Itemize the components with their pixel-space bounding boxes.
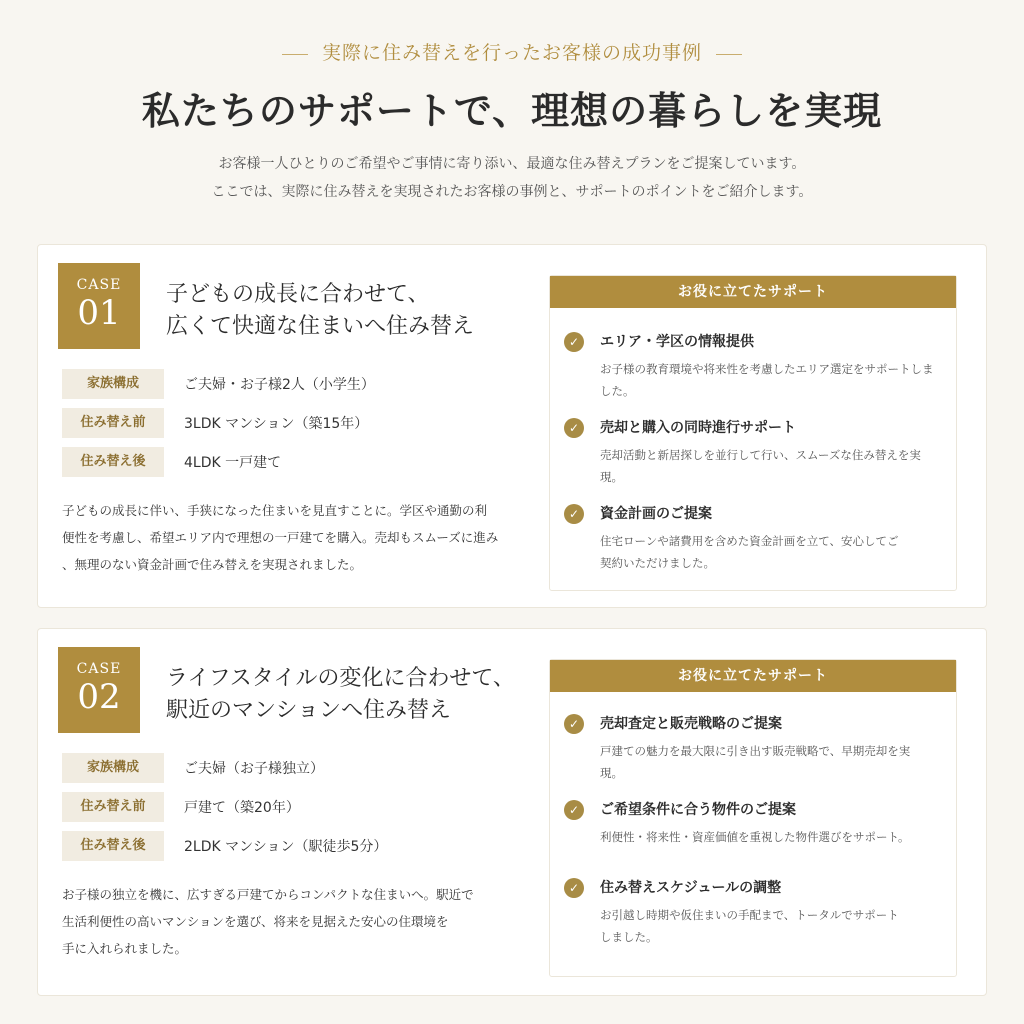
fact-key: 家族構成 [62,753,164,783]
case-number: 01 [77,293,121,333]
case-card-01 [37,244,987,608]
case-badge [58,647,140,733]
check-circle-icon: ✓ [564,714,584,734]
fact-row [62,753,387,783]
case-label: CASE [76,661,122,677]
fact-row [62,369,375,399]
fact-key: 家族構成 [62,369,164,399]
check-circle-icon: ✓ [564,800,584,820]
support-item-desc [600,904,942,948]
check-circle-icon: ✓ [564,332,584,352]
support-heading: お役に立てたサポート [550,660,956,692]
check-circle-icon: ✓ [564,878,584,898]
case-facts [62,369,375,486]
case-title-line: 広くて快適な住まいへ住み替え [166,314,475,339]
case-label: CASE [76,277,122,293]
check-circle-icon: ✓ [564,418,584,438]
support-panel [549,275,957,591]
case-title [166,279,546,343]
page-title: 私たちのサポートで、理想の暮らしを実現 [141,88,883,133]
support-item-desc [600,826,942,848]
description-line: 子どもの成長に伴い、手狭になった住まいを見直すことに。学区や通勤の利 [62,503,488,518]
fact-row [62,447,375,477]
support-item [550,332,956,402]
fact-value: ご夫婦・お子様2人（小学生） [184,377,375,393]
support-item-title: エリア・学区の情報提供 [600,334,754,350]
support-desc-line: 売却活動と新居探しを並行して行い、スムーズな住み替えを実 [600,448,921,462]
description-line: お子様の独立を機に、広すぎる戸建てからコンパクトな住まいへ。駅近で [62,887,474,902]
section-eyebrow [0,38,1024,65]
support-desc-line: 戸建ての魅力を最大限に引き出す販売戦略で、早期売却を実 [600,744,911,758]
support-item [550,800,956,848]
fact-key: 住み替え後 [62,447,164,477]
support-desc-line: 利便性・将来性・資産価値を重視した物件選びをサポート。 [600,830,910,844]
fact-value: 戸建て（築20年） [184,800,300,816]
fact-row [62,792,387,822]
fact-key: 住み替え前 [62,792,164,822]
support-item-title: ご希望条件に合う物件のご提案 [600,802,796,818]
support-desc-line: 契約いただけました。 [600,556,715,570]
support-desc-line: 現。 [600,470,623,484]
fact-row [62,408,375,438]
support-desc-line: 住宅ローンや諸費用を含めた資金計画を立て、安心してご [600,534,899,548]
description-line: 手に入れられました。 [62,941,188,956]
description-line: 便性を考慮し、希望エリア内で理想の一戸建てを購入。売却もスムーズに進み [62,530,499,545]
support-item [550,504,956,574]
support-item-desc [600,530,942,574]
fact-value: 3LDK マンション（築15年） [184,416,369,432]
fact-key: 住み替え後 [62,831,164,861]
fact-value: ご夫婦（お子様独立） [184,761,324,777]
fact-value: 4LDK 一戸建て [184,455,282,471]
support-desc-line: 現。 [600,766,623,780]
support-item [550,418,956,488]
fact-key: 住み替え前 [62,408,164,438]
support-item-desc [600,358,942,402]
support-item-title: 売却と購入の同時進行サポート [600,420,796,436]
support-desc-line: した。 [600,384,635,398]
check-circle-icon: ✓ [564,504,584,524]
support-item [550,878,956,948]
case-facts [62,753,387,870]
case-number: 02 [77,677,121,717]
intro-line: お客様一人ひとりのご希望やご事情に寄り添い、最適な住み替えプランをご提案しています。 [218,156,806,172]
support-desc-line: しました。 [600,930,658,944]
fact-value: 2LDK マンション（駅徒歩5分） [184,839,388,855]
eyebrow-dash-left [282,54,308,55]
intro-line: ここでは、実際に住み替えを実現されたお客様の事例と、サポートのポイントをご紹介します。 [211,184,813,200]
support-item [550,714,956,784]
support-desc-line: お子様の教育環境や将来性を考慮したエリア選定をサポートしま [600,362,934,376]
support-panel [549,659,957,977]
case-description [62,497,522,578]
case-title-line: 子どもの成長に合わせて、 [166,282,430,307]
case-card-02 [37,628,987,996]
case-badge [58,263,140,349]
case-description [62,881,522,962]
support-desc-line: お引越し時期や仮住まいの手配まで、トータルでサポート [600,908,899,922]
case-title [166,663,546,727]
support-item-title: 住み替えスケジュールの調整 [600,880,782,896]
case-title-line: ライフスタイルの変化に合わせて、 [166,666,515,691]
description-line: 、無理のない資金計画で住み替えを実現されました。 [62,557,363,572]
support-item-title: 資金計画のご提案 [600,506,712,522]
description-line: 生活利便性の高いマンションを選び、将来を見据えた安心の住環境を [62,914,449,929]
intro-text [0,150,1024,206]
eyebrow-dash-right [716,54,742,55]
support-heading: お役に立てたサポート [550,276,956,308]
support-item-desc [600,740,942,784]
case-title-line: 駅近のマンションへ住み替え [166,698,452,723]
support-item-desc [600,444,942,488]
support-item-title: 売却査定と販売戦略のご提案 [600,716,782,732]
fact-row [62,831,387,861]
eyebrow-text: 実際に住み替えを行ったお客様の成功事例 [321,42,702,64]
